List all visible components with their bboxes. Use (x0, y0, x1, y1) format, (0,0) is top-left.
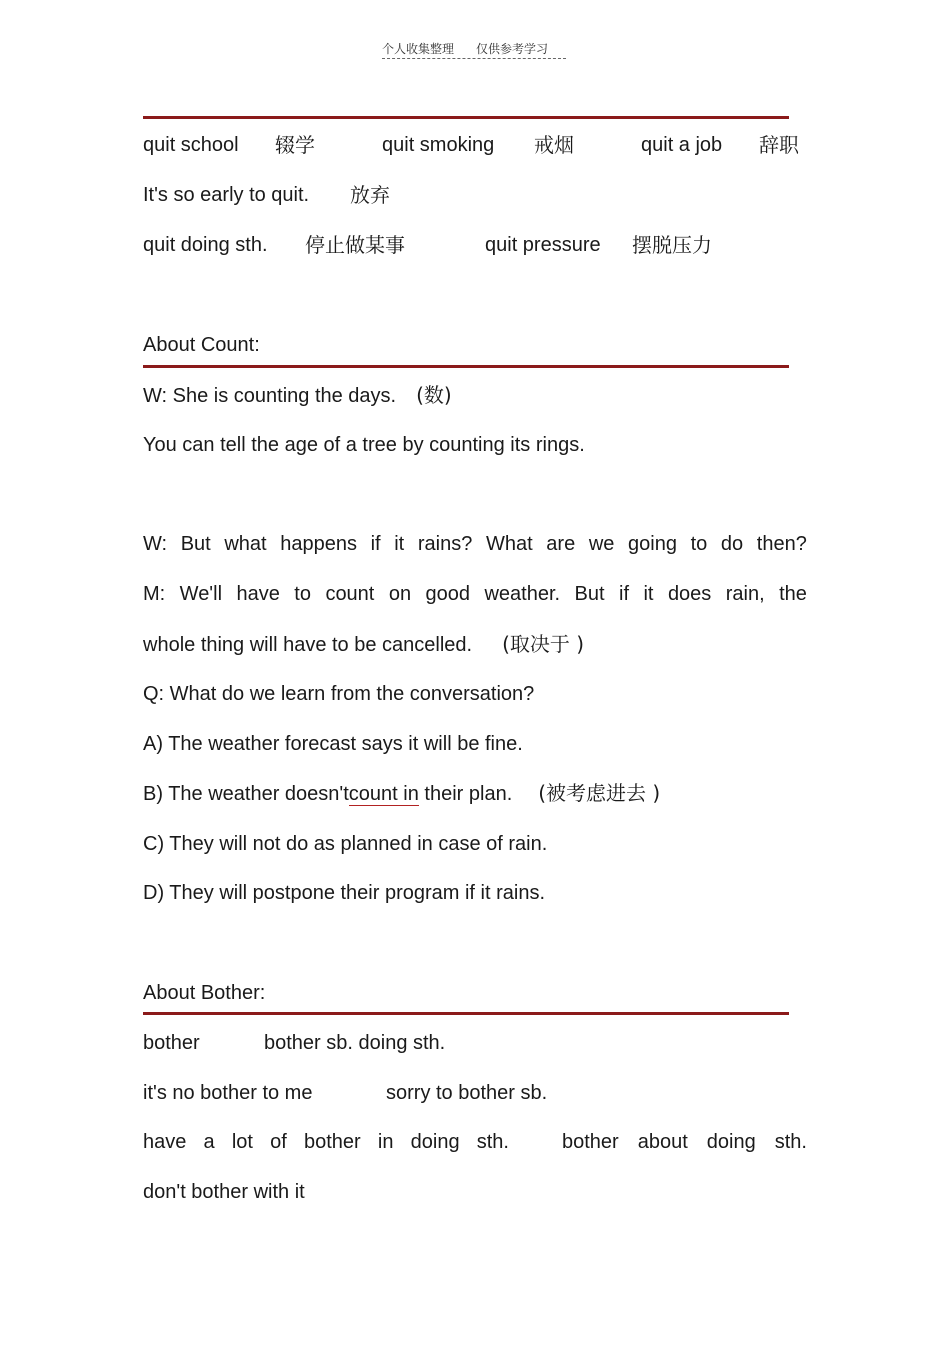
dialogue-word: What (485, 533, 533, 555)
quit-translation: 摆脱压力 (632, 233, 712, 257)
quit-sentence: It's so early to quit. (143, 184, 310, 206)
dialogue-word: what (224, 533, 267, 555)
header-underline (382, 58, 566, 59)
bother-phrase: don't bother with it (143, 1181, 305, 1203)
option-a: A) The weather forecast says it will be fine. (143, 733, 523, 755)
quit-translation: 停止做某事 (305, 233, 405, 257)
quit-phrase: quit pressure (485, 234, 601, 256)
count-example (143, 383, 452, 408)
header-right-text: 仅供参考学习 (476, 42, 549, 56)
dialogue-word: rains? (417, 533, 473, 555)
bother-word: have (143, 1131, 187, 1153)
count-example-translation: (数) (416, 383, 452, 407)
dialogue-word: But (180, 533, 211, 555)
bother-word: about (637, 1131, 688, 1153)
dialogue-word: We'll (179, 583, 223, 605)
page-header (382, 40, 570, 57)
bother-word: bother (304, 1131, 361, 1153)
dialogue-word: M: (143, 583, 166, 605)
dialogue-word: on (388, 583, 412, 605)
dialogue-word: But (574, 583, 605, 605)
option-b-post: their plan. (418, 783, 513, 805)
dialogue-word: happens (280, 533, 357, 555)
dialogue-word: going (628, 533, 677, 555)
bother-word: a (203, 1131, 215, 1153)
section-divider-top (143, 116, 789, 119)
dialogue-word: it (643, 583, 654, 605)
bother-word: lot (231, 1131, 253, 1153)
dialogue-word: rain, (725, 583, 765, 605)
dialogue-man-line (143, 582, 807, 606)
bother-heading: About Bother: (143, 982, 266, 1004)
dialogue-word: the (779, 583, 807, 605)
dialogue-word: count (325, 583, 375, 605)
quit-translation: 放弃 (350, 183, 390, 207)
section-divider-count (143, 365, 789, 368)
section-divider-bother (143, 1012, 789, 1015)
dialogue-word: to (294, 583, 311, 605)
bother-phrase-group (562, 1130, 807, 1154)
dialogue-word: then? (756, 533, 807, 555)
count-example-2: You can tell the age of a tree by counting its rings. (143, 434, 585, 456)
dialogue-woman-line (143, 532, 807, 556)
dialogue-word: are (546, 533, 576, 555)
dialogue-word: weather. (484, 583, 561, 605)
quit-translation: 戒烟 (534, 133, 574, 157)
dialogue-word: it (394, 533, 405, 555)
option-b-translation: (被考虑进去 ) (538, 781, 661, 805)
bother-word: of (270, 1131, 287, 1153)
bother-phrase: sorry to bother sb. (386, 1082, 548, 1104)
dialogue-word: does (667, 583, 712, 605)
bother-phrase-group (143, 1130, 509, 1154)
quit-phrase: quit a job (641, 134, 723, 156)
dialogue-translation: (取决于 ) (502, 632, 585, 656)
dialogue-word: good (425, 583, 471, 605)
dialogue-text: whole thing will have to be cancelled. (143, 634, 473, 656)
dialogue-word: if (619, 583, 630, 605)
count-heading: About Count: (143, 334, 260, 356)
bother-word: sth. (774, 1131, 807, 1153)
bother-word: doing (706, 1131, 756, 1153)
option-b-pre: B) The weather doesn't (143, 783, 349, 805)
dialogue-word: do (720, 533, 744, 555)
dialogue-word: we (588, 533, 615, 555)
quit-phrase: quit school (143, 134, 239, 156)
bother-phrase: bother sb. doing sth. (264, 1032, 446, 1054)
dialogue-word: have (236, 583, 280, 605)
header-left-text: 个人收集整理 (382, 42, 455, 56)
bother-word: doing (410, 1131, 460, 1153)
count-example-text: W: She is counting the days. (143, 385, 397, 407)
bother-word: in (377, 1131, 394, 1153)
option-b-highlight: count in (348, 783, 419, 805)
bother-phrase: bother (143, 1032, 200, 1054)
dialogue-word: to (690, 533, 708, 555)
bother-phrase: it's no bother to me (143, 1082, 313, 1104)
dialogue-man-line-cont (143, 632, 584, 657)
option-d: D) They will postpone their program if it rains. (143, 882, 546, 904)
dialogue-word: W: (143, 533, 168, 555)
dialogue-word: if (370, 533, 381, 555)
question-text: Q: What do we learn from the conversation? (143, 683, 535, 705)
quit-phrase: quit doing sth. (143, 234, 268, 256)
quit-translation: 辞职 (759, 133, 799, 157)
option-c: C) They will not do as planned in case of rain. (143, 833, 548, 855)
bother-word: sth. (476, 1131, 509, 1153)
option-b (143, 781, 660, 806)
bother-word: bother (562, 1131, 619, 1153)
quit-phrase: quit smoking (382, 134, 495, 156)
quit-translation: 辍学 (275, 133, 315, 157)
